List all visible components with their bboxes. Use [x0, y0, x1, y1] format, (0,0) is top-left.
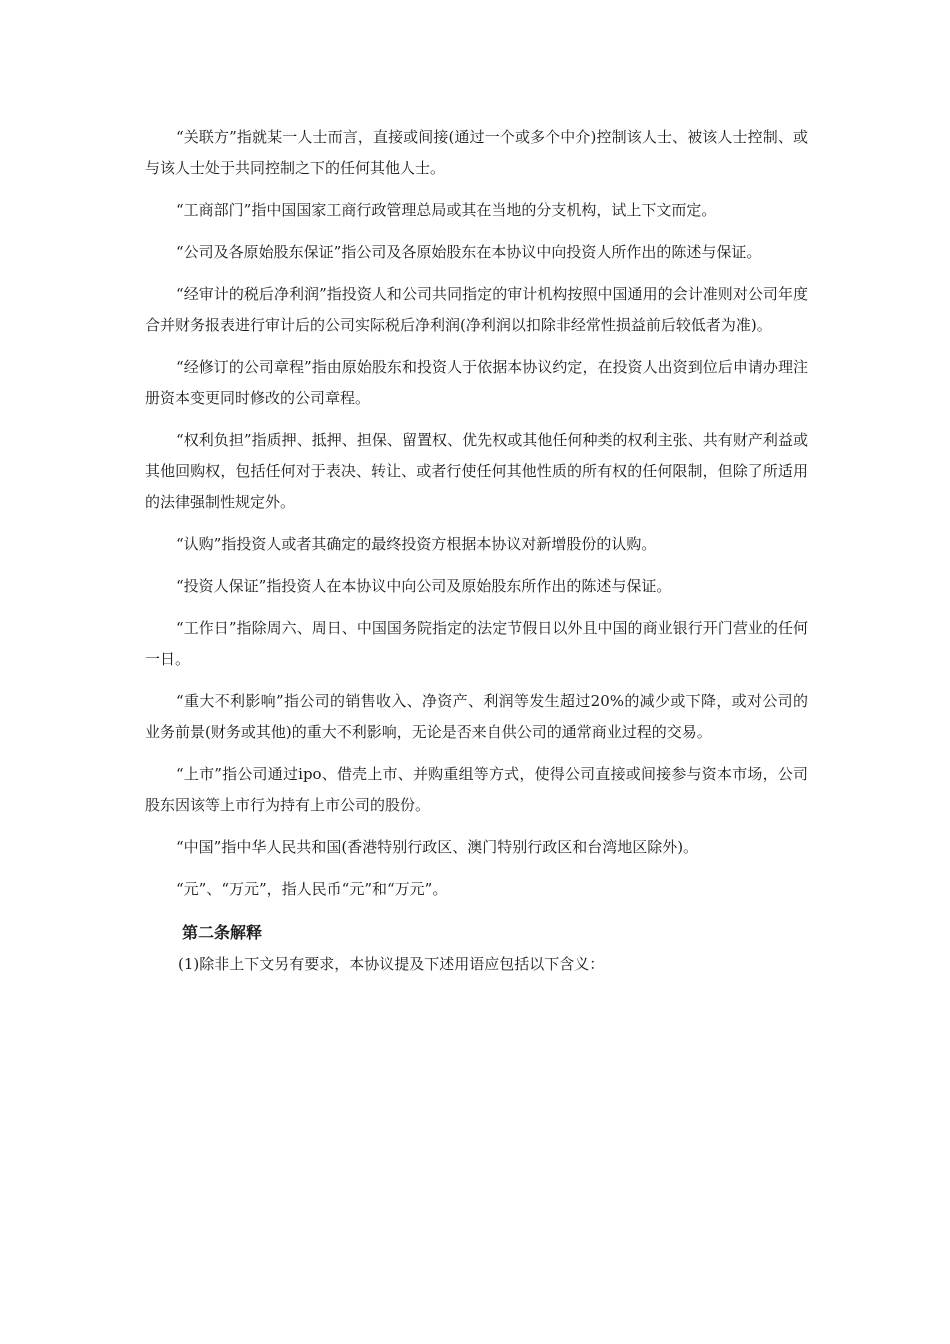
definition-company-shareholder-warranties: “公司及各原始股东保证”指公司及各原始股东在本协议中向投资人所作出的陈述与保证。 — [176, 243, 762, 261]
definition-business-day: “工作日”指除周六、周日、中国国务院指定的法定节假日以外且中国的商业银行开门营业的任何一日。 — [145, 619, 808, 668]
definition-investor-warranties: “投资人保证”指投资人在本协议中向公司及原始股东所作出的陈述与保证。 — [176, 577, 672, 595]
definition-material-adverse-effect: “重大不利影响”指公司的销售收入、净资产、利润等发生超过20%的减少或下降，或对公司的业务前景(财务或其他)的重大不利影响，无论是否来自供公司的通常商业过程的交易。 — [145, 692, 808, 741]
definition-amended-articles: “经修订的公司章程”指由原始股东和投资人于依据本协议约定，在投资人出资到位后申请办理注册资本变更同时修改的公司章程。 — [145, 358, 808, 407]
interpretation-clause-1: (1)除非上下文另有要求，本协议提及下述用语应包括以下含义： — [178, 955, 605, 973]
definition-listing: “上市”指公司通过ipo、借壳上市、并购重组等方式，使得公司直接或间接参与资本市场，公司股东因该等上市行为持有上市公司的股份。 — [145, 765, 808, 814]
section-heading: 第二条解释 — [182, 923, 263, 942]
definition-audited-net-profit: “经审计的税后净利润”指投资人和公司共同指定的审计机构按照中国通用的会计准则对公司年度合并财务报表进行审计后的公司实际税后净利润(净利润以扣除非经常性损益前后较低者为准)。 — [145, 285, 808, 334]
definition-subscription: “认购”指投资人或者其确定的最终投资方根据本协议对新增股份的认购。 — [176, 535, 657, 553]
document-body — [145, 122, 808, 980]
definition-industry-commerce-department: “工商部门”指中国国家工商行政管理总局或其在当地的分支机构，试上下文而定。 — [176, 201, 717, 219]
definition-related-party: “关联方”指就某一人士而言，直接或间接(通过一个或多个中介)控制该人士、被该人士控制、或与该人士处于共同控制之下的任何其他人士。 — [145, 128, 808, 177]
definition-china: “中国”指中华人民共和国(香港特别行政区、澳门特别行政区和台湾地区除外)。 — [176, 838, 699, 856]
definition-encumbrance: “权利负担”指质押、抵押、担保、留置权、优先权或其他任何种类的权利主张、共有财产利益或其他回购权，包括任何对于表决、转让、或者行使任何其他性质的所有权的任何限制，但除了所适用的法律强制性规定外。 — [145, 431, 808, 511]
definition-yuan: “元”、“万元”，指人民币“元”和“万元”。 — [176, 880, 448, 898]
